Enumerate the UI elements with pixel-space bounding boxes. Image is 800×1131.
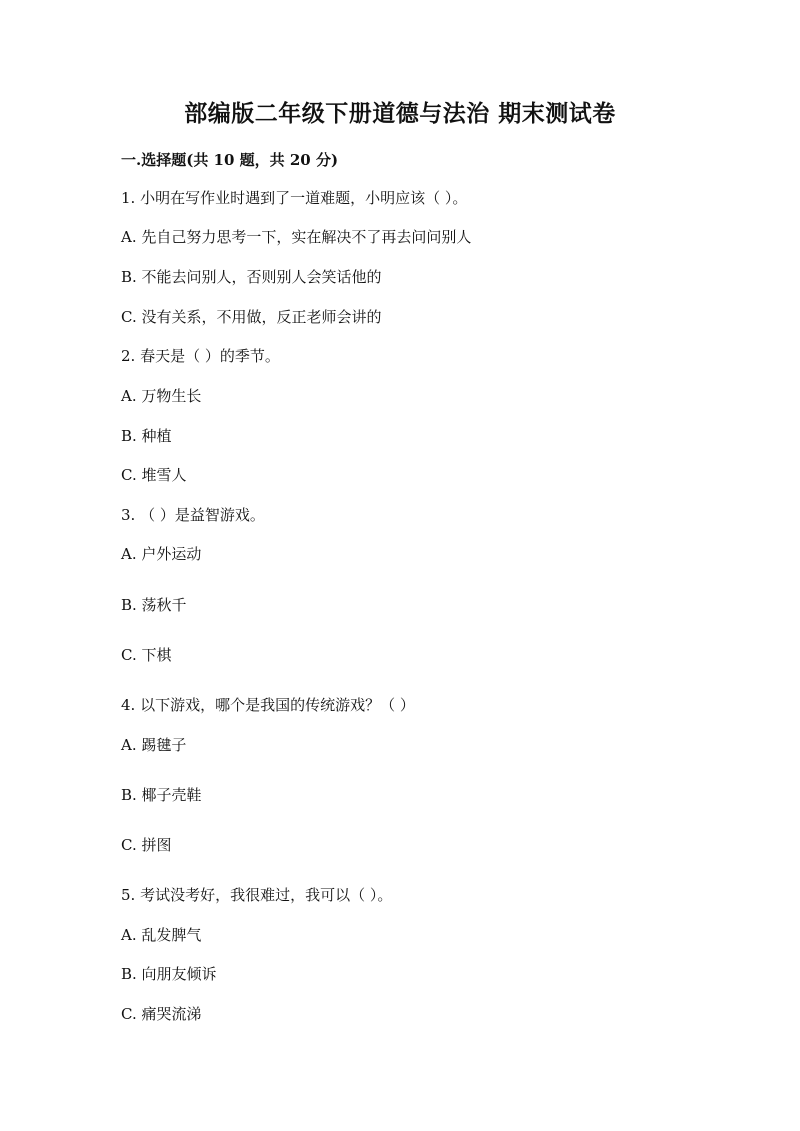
question-3-option-b: B. 荡秋千: [121, 596, 187, 614]
question-1-option-c: C. 没有关系，不用做，反正老师会讲的: [121, 308, 382, 326]
question-2-stem: 2. 春天是（ ）的季节。: [121, 347, 280, 365]
question-3-option-a: A. 户外运动: [121, 545, 202, 563]
question-2-option-a: A. 万物生长: [121, 387, 202, 405]
question-5-option-a: A. 乱发脾气: [121, 926, 202, 944]
question-4-stem: 4. 以下游戏，哪个是我国的传统游戏？（ ）: [121, 696, 415, 714]
question-1-option-b: B. 不能去问别人，否则别人会笑话他的: [121, 268, 382, 286]
question-1-stem: 1. 小明在写作业时遇到了一道难题，小明应该（ ）。: [121, 189, 468, 207]
page-title: 部编版二年级下册道德与法治 期末测试卷: [184, 100, 616, 127]
question-1-option-a: A. 先自己努力思考一下，实在解决不了再去问问别人: [121, 228, 472, 246]
question-5-option-c: C. 痛哭流涕: [121, 1005, 202, 1023]
question-3-option-c: C. 下棋: [121, 646, 172, 664]
question-4-option-b: B. 椰子壳鞋: [121, 786, 202, 804]
question-4-option-a: A. 踢毽子: [121, 736, 187, 754]
question-5-option-b: B. 向朋友倾诉: [121, 965, 217, 983]
question-2-option-b: B. 种植: [121, 427, 172, 445]
question-4-option-c: C. 拼图: [121, 836, 172, 854]
question-2-option-c: C. 堆雪人: [121, 466, 187, 484]
question-3-stem: 3. （ ）是益智游戏。: [121, 506, 265, 524]
question-5-stem: 5. 考试没考好，我很难过，我可以（ ）。: [121, 886, 393, 904]
section-heading: 一.选择题(共 10 题，共 20 分): [121, 151, 339, 169]
